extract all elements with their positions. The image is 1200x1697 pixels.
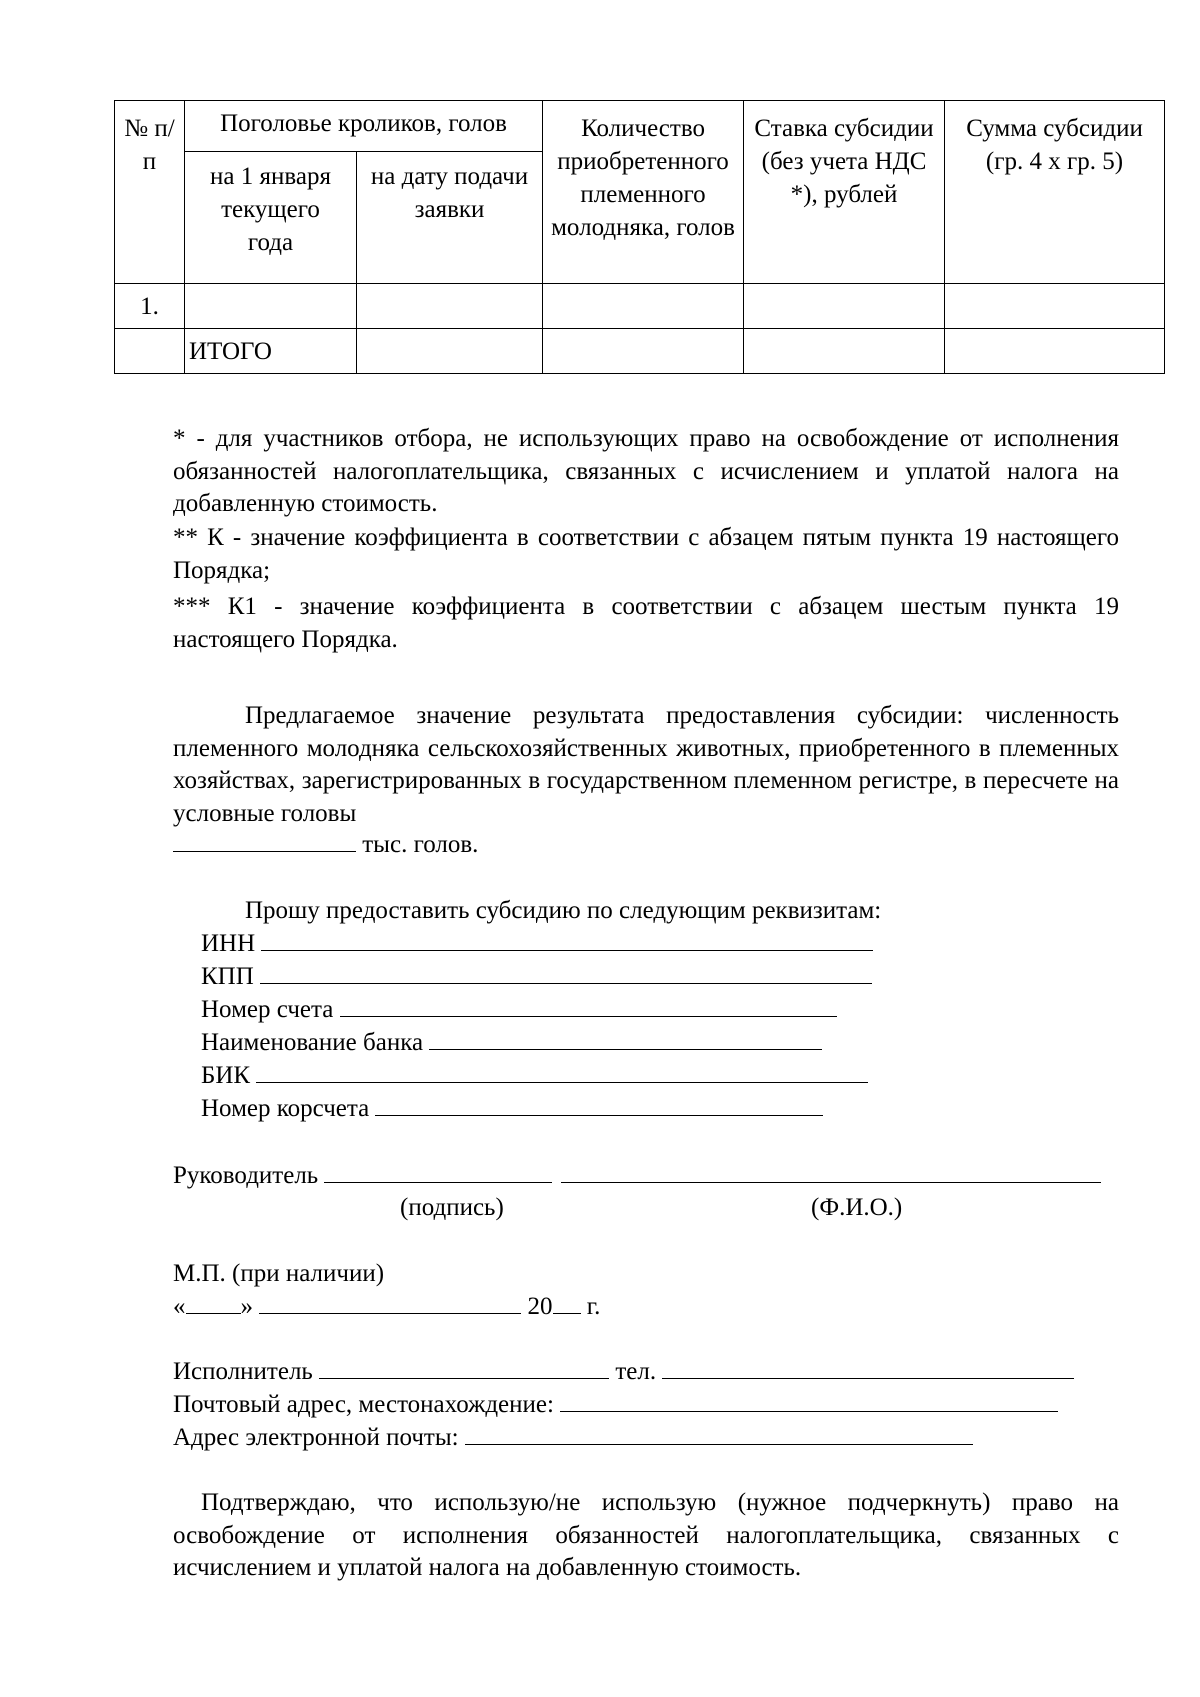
result-unit: тыс. голов. [362,831,479,858]
bik-label: БИК [201,1062,251,1089]
result-paragraph [173,700,1119,830]
date-day-field[interactable] [186,1291,241,1314]
bank-label: Наименование банка [201,1029,424,1056]
row-label: ИТОГО [185,329,357,374]
bank-row [201,1027,822,1059]
header-herd: Поголовье кроликов, голов [185,101,543,152]
header-sum: Сумма субсидии (гр. 4 х гр. 5) [945,101,1165,284]
cell [357,329,543,374]
head-name-field[interactable] [561,1160,1101,1183]
date-open-quote: « [173,1293,186,1320]
header-rate: Ставка субсидии (без учета НДС *), рублей [744,101,945,284]
date-close-quote: » [240,1293,253,1320]
stamp-label: М.П. (при наличии) [173,1260,385,1287]
name-caption: (Ф.И.О.) [811,1194,903,1221]
inn-label: ИНН [201,930,256,957]
header-num: № п/п [115,101,185,284]
cell [744,329,945,374]
row-label [185,284,357,329]
kpp-label: КПП [201,963,254,990]
corr-label: Номер корсчета [201,1095,370,1122]
kpp-field[interactable] [260,961,872,984]
corr-row [201,1093,823,1125]
footnote-k: ** К - значение коэффициента в соответствии с абзацем пятым пункта 19 настоящего Порядка; [173,524,1119,584]
cell [945,284,1165,329]
subsidy-table [114,100,1165,374]
date-row [173,1291,600,1323]
date-year-field[interactable] [553,1291,581,1314]
header-herd-jan: на 1 января текущего года [185,152,357,284]
kpp-row [201,961,872,993]
phone-field[interactable] [662,1356,1074,1379]
email-field[interactable] [465,1422,973,1445]
table-row [115,284,1165,329]
account-field[interactable] [340,994,837,1017]
account-row [201,994,837,1026]
address-row [173,1389,1058,1421]
account-label: Номер счета [201,996,334,1023]
confirmation-paragraph: Подтверждаю, что использую/не использую (нужное подчеркнуть) право на освобождение от исполнения обязанностей налогоплательщика, связанных с исчислением и уплатой налога на добавленную стоимость. [173,1489,1119,1582]
executor-row [173,1356,1074,1388]
executor-label: Исполнитель [173,1358,313,1385]
head-row [173,1160,1101,1192]
result-value-line [173,829,478,861]
bank-field[interactable] [429,1027,822,1050]
inn-field[interactable] [261,928,873,951]
requisites-intro: Прошу предоставить субсидию по следующим реквизитам: [245,897,882,924]
phone-label: тел. [615,1358,657,1385]
result-text: Предлагаемое значение результата предоставления субсидии: численность племенного молодняка сельскохозяйственных животных, приобретенного в племенных хозяйствах, зарегистрированных в государственном племенном регистре, в пересчете на условные головы [173,702,1119,827]
cell [744,284,945,329]
bik-field[interactable] [256,1060,868,1083]
cell [357,284,543,329]
header-qty: Количество приобретенного племенного молодняка, голов [543,101,744,284]
row-num [115,329,185,374]
footnote-vat: * - для участников отбора, не использующих право на освобождение от исполнения обязанностей налогоплательщика, связанных с исчислением и уплатой налога на добавленную стоимость. [173,425,1119,518]
corr-field[interactable] [375,1093,823,1116]
result-value-field[interactable] [173,829,356,852]
cell [543,284,744,329]
address-field[interactable] [560,1389,1058,1412]
email-label: Адрес электронной почты: [173,1424,459,1451]
head-signature-field[interactable] [324,1160,552,1183]
date-year-suffix: г. [586,1293,601,1320]
address-label: Почтовый адрес, местонахождение: [173,1391,554,1418]
email-row [173,1422,973,1454]
table-row-total [115,329,1165,374]
head-label: Руководитель [173,1162,319,1189]
table-header-row [115,101,1165,152]
date-month-field[interactable] [259,1291,521,1314]
signature-caption: (подпись) [400,1194,504,1221]
bik-row [201,1060,868,1092]
cell [543,329,744,374]
executor-field[interactable] [319,1356,609,1379]
footnote-k1: *** К1 - значение коэффициента в соответствии с абзацем шестым пункта 19 настоящего Порядка. [173,593,1119,653]
inn-row [201,928,873,960]
date-year-prefix: 20 [527,1293,553,1320]
header-herd-app: на дату подачи заявки [357,152,543,284]
cell [945,329,1165,374]
row-num: 1. [115,284,185,329]
